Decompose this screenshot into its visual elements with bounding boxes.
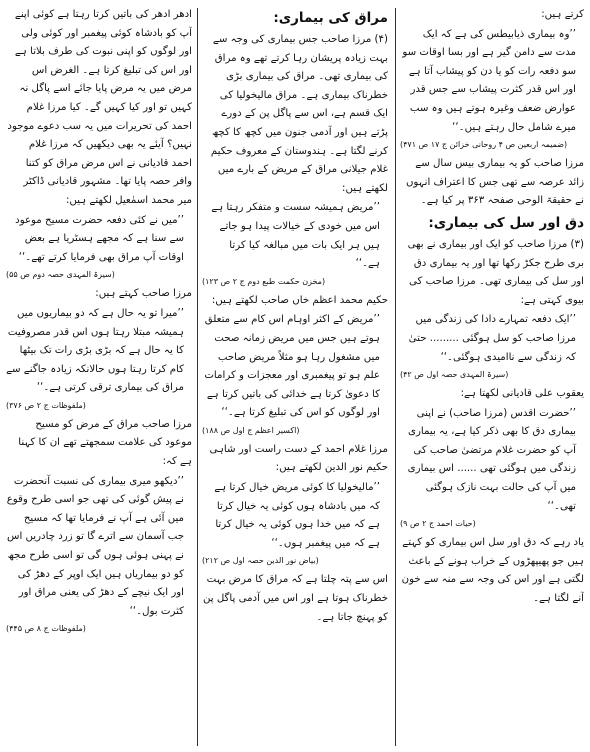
citation: (سیرۃ المہدی حصہ دوم ص ۵۵) [6,270,115,280]
column-right [400,6,584,746]
citation: (حیات احمد ج ۲ ص ۹) [400,519,476,529]
paragraph: یاد رہے کہ دق اور سل اس بیماری کو کہتے ہیں جو پھیپھڑوں کے خراب ہونے کے باعث لگتی ہے اور اس کی وجہ سے منہ سے خون آنے لگتا ہے۔ [401,537,584,605]
paragraph: مرزا صاحب مراق کے مرض کو مسیح موعود کی علامت سمجھتے تھے ان کا کہنا ہے کہ: [18,418,192,468]
paragraph: (۴) مرزا صاحب جس بیماری کی وجہ سے بہت زیادہ پریشان رہا کرتے تھے وہ مراق کی بیماری تھی۔ مراق کی بیماری بڑی خطرناک بیماری ہے۔ مراق مالیخولیا کی ایک قسم ہے، اس سے پاگل پن کے دورے پڑتے ہیں اور آدمی جنون میں کچھ کا کچھ کرنے لگتا ہے۔ ہندوستان کے معروف حکیم غلام جیلانی مراق کے مریض کے بارے میں لکھتے ہیں: [210,34,388,194]
section-heading: دق اور سل کی بیماری: [428,214,584,231]
quotation: ’’مریض ہمیشہ سست و متفکر رہتا ہے اس میں خودی کے خیالات پیدا ہو جاتے ہیں ہر ایک بات میں مبالغہ کیا کرتا ہے۔‘‘ [211,202,380,270]
quotation: ’’مالیخولیا کا کوئی مریض خیال کرتا ہے کہ میں بادشاہ ہوں کوئی یہ خیال کرتا ہے کہ میں خدا ہوں کوئی یہ خیال کرتا ہے کہ میں پیغمبر ہوں۔‘‘ [214,482,380,549]
paragraph: مرزا صاحب کو یہ بیماری بیس سال سے زائد عرصہ سے تھی جس کا اعتراف انہوں نے حقیقۃ الوحی صفحہ ۳۶۳ پر کیا ہے۔ [405,158,584,207]
column-divider [197,8,198,746]
quotation: ’’میرا تو یہ حال ہے کہ دو بیماریوں میں ہمیشہ مبتلا رہتا ہوں اس قدر مصروفیت کا یہ حال ہے کہ بڑی بڑی رات تک بیٹھا کام کرتا رہتا ہوں حالانکہ زیادہ جاگنے سے مراق کی بیماری ترقی کرتی ہے۔‘‘ [6,307,184,394]
paragraph: حکیم محمد اعظم خاں صاحب لکھتے ہیں: [211,294,388,306]
quotation: ’’وہ بیماری ذیابیطس کی ہے کہ ایک مدت سے دامن گیر ہے اور بسا اوقات سو سو دفعہ رات کو یا دن کو پیشاب آتا ہے اور اس قدر کثرت پیشاب سے جس قدر عوارض ضعف وغیرہ ہوتے ہیں وہ سب میرے شامل حال رہتے ہیں۔‘‘ [402,28,576,133]
quotation: ’’مریض کے اکثر اوہام اس کام سے متعلق ہوتے ہیں جس میں مریض زمانہ صحت میں مشغول رہا ہو مثلاً مریض صاحب علم ہو تو پیغمبری اور معجزات و کرامات کا دعویٰ کرتا ہے خدائی کی باتیں کرتا ہے اور لوگوں کو اس کی تبلیغ کرتا ہے۔‘‘ [204,314,380,419]
citation: (بیاض نور الدین حصہ اول ص ۲۱۲) [202,556,319,566]
quotation: ’’ایک دفعہ تمہارے دادا کی زندگی میں مرزا صاحب کو سل ہوگئی ......... حتیٰ کہ زندگی سے ناامیدی ہوگئی۔‘‘ [408,314,576,363]
citation: (سیرۃ المہدی حصہ اول ص ۴۲) [400,370,509,380]
citation: (ملفوظات ج ۲ ص ۳۷۶) [6,400,86,410]
citation: (ضمیمہ اربعین ص ۴ روحانی خزائن ج ۱۷ ص ۴۷۱) [400,140,568,150]
column-middle [202,6,388,746]
citation: (ملفوظات ج ۸ ص ۴۴۵) [6,624,86,634]
paragraph: مرزا صاحب کہتے ہیں: [95,288,192,300]
paragraph: مرزا غلام احمد کے دست راست اور شاہی حکیم نور الدین لکھتے ہیں: [209,443,388,474]
citation: (اکسیر اعظم ج اول ص ۱۸۸) [202,425,300,435]
paragraph: یعقوب علی قادیانی لکھتا ہے: [460,388,584,400]
quotation: ’’دیکھو میری بیماری کی نسبت آنحضرت نے پیش گوئی کی تھی جو اسی طرح وقوع میں آئی ہے آپ نے فرمایا تھا کہ مسیح جب آسمان سے اترے گا تو زرد چادریں اس نے پہنی ہوئی ہوں گی تو اسی طرح مجھ کو دو بیماریاں ہیں ایک اوپر کے دھڑ کی اور ایک نیچے کے دھڑ کی یعنی مراق اور کثرت بول۔‘‘ [6,475,184,617]
column-divider [395,8,396,746]
citation: (مخزن حکمت طبع دوم ج ۲ ص ۱۲۳) [202,276,326,286]
paragraph: اس سے پتہ چلتا ہے کہ مراق کا مرض بہت خطرناک ہوتا ہے اور اس میں آدمی پاگل پن کو پہنچ جاتا ہے۔ [203,574,388,623]
quotation: ’’حضرت اقدس (مرزا صاحب) نے اپنی بیماری دق کا بھی ذکر کیا ہے، یہ بیماری آپ کو حضرت غلام مرتضیٰ صاحب کی زندگی میں ہوگئی تھی ...... اس بیماری میں آپ کی حالت بہت نازک ہوگئی تھی۔‘‘ [407,407,576,512]
quotation: ’’میں نے کئی دفعہ حضرت مسیح موعود سے سنا ہے کہ مجھے ہسٹریا ہے بعض اوقات آپ مراق بھی فرمایا کرتے تھے۔‘‘ [15,214,184,263]
column-left [6,6,192,746]
paragraph: ادھر ادھر کی باتیں کرتا رہتا ہے کوئی اپنے آپ کو بادشاہ کوئی پیغمبر اور کوئی ولی اور لوگوں کو اپنی نبوت کی طرف بلاتا ہے اور اس کی تبلیغ کرتا ہے۔ الغرض اس مرض میں یہ مرض پایا جائے اسے پاگل نہ کہیں تو اور کیا کہیں گے۔ کیا مرزا غلام احمد کی تحریرات میں یہ سب دعوے موجود نہیں؟ آیئے یہ بھی دیکھیں کہ مرزا غلام احمد قادیانی نے اس مرض مراق کو کتنا وافر حصہ پایا تھا۔ مشہور قادیانی ڈاکٹر میر محمد اسمٰعیل لکھتے ہیں: [7,9,192,206]
paragraph: کرتے ہیں: [541,9,584,20]
paragraph: (۳) مرزا صاحب کو ایک اور بیماری نے بھی بری طرح جکڑ رکھا تھا اور یہ بیماری دق اور سل کی بیماری تھی۔ مرزا صاحب کی بیوی کہتی ہے: [407,238,584,306]
section-heading: مراق کی بیماری: [273,10,388,26]
